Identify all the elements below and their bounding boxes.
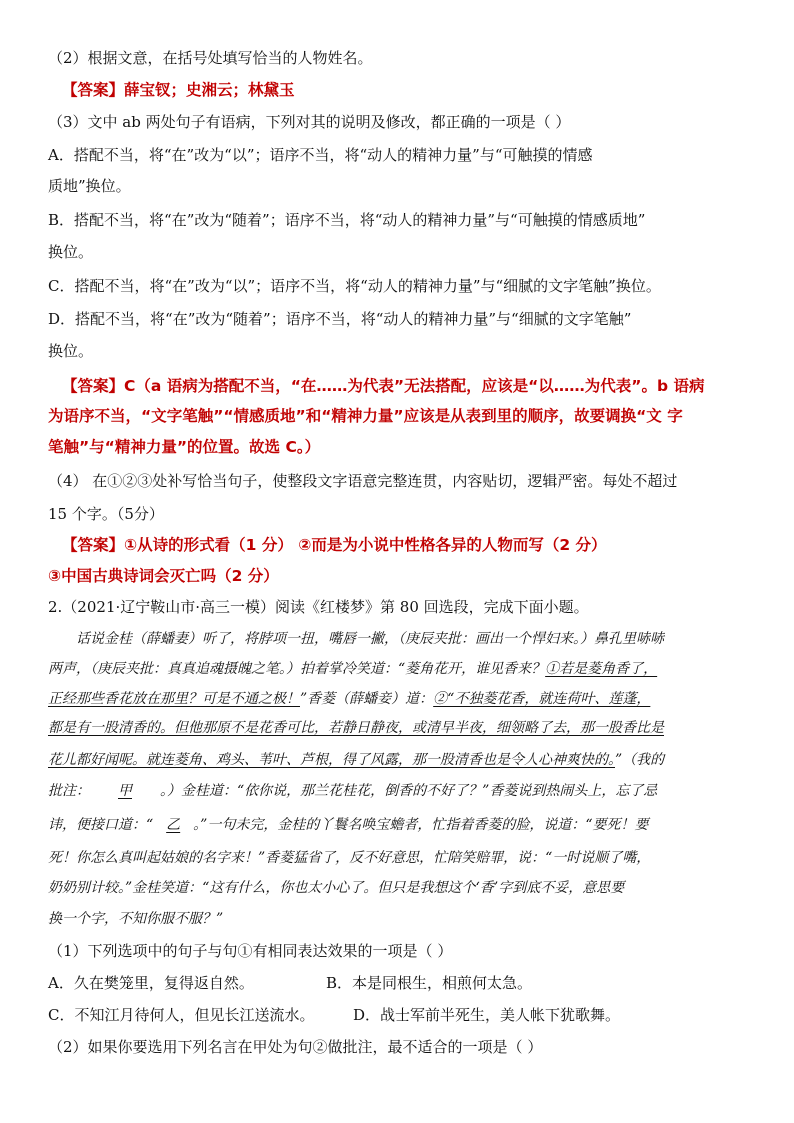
q3-option-d: D．搭配不当，将“在”改为“随着”；语序不当，将“动人的精神力量”与“细腻的文字笔触” [48, 310, 632, 328]
answer-text: 薛宝钗；史湘云；林黛玉 [124, 81, 295, 99]
q2-prompt: （2）根据文意，在括号处填写恰当的人物姓名。 [48, 49, 373, 67]
passage-text: ”香菱（薛蟠妾）道： [300, 691, 434, 707]
passage-text: 讳，便接口道：“ [48, 817, 154, 833]
q2-answer [62, 80, 295, 100]
blank-yi: 乙 [166, 817, 181, 833]
problem-2-header: 2.（2021·辽宁鞍山市·高三一模）阅读《红楼梦》第 80 回选段，完成下面小题。 [48, 598, 589, 616]
q3-option-a: A．搭配不当，将“在”改为“以”；语序不当，将“动人的精神力量”与“可触摸的情感 [48, 146, 593, 164]
q4-answer-line-2: ③中国古典诗词会灭亡吗（2 分） [48, 567, 279, 585]
p2-q1-option-d: D．战士军前半死生，美人帐下犹歌舞。 [353, 1006, 621, 1024]
passage-text: 。”一句未完，金桂的丫鬟名唤宝蟾者，忙指着香菱的脸，说道：“要死！要 [193, 817, 649, 833]
q4-prompt-cont: 15 个字。（5分） [48, 505, 164, 523]
answer-text: C（a 语病为搭配不当，“在……为代表”无法搭配，应该是“以……为代表”。b 语病 [124, 377, 705, 395]
sentence-1-underlined: 正经那些香花放在那里？可是不通之极！ [48, 691, 300, 707]
q4-answer-line-1 [62, 535, 607, 555]
passage-line-5 [48, 750, 664, 770]
passage-text: 批注： [48, 783, 90, 799]
passage-line-1: 话说金桂（薛蟠妻）听了，将脖项一扭，嘴唇一撇，（庚辰夹批：画出一个悍妇来。）鼻孔里哧哧 [76, 631, 664, 647]
q3-option-b-cont: 换位。 [48, 243, 94, 261]
p2-q1-option-a: A．久在樊笼里，复得返自然。 [48, 974, 254, 992]
q3-option-d-cont: 换位。 [48, 342, 94, 360]
passage-text: 。）金桂道：“依你说，那兰花桂花，倒香的不好了？”香菱说到热闹头上，忘了忌 [160, 783, 658, 799]
answer-text: ①从诗的形式看（1 分） ②而是为小说中性格各异的人物而写（2 分） [124, 536, 607, 554]
q3-answer-line-1 [62, 376, 705, 396]
p2-q1-option-b: B．本是同根生，相煎何太急。 [326, 974, 533, 992]
sentence-2-underlined: 花儿都好闻呢。就连菱角、鸡头、苇叶、芦根，得了风露，那一股清香也是令人心神爽快的。 [48, 752, 615, 768]
passage-line-9: 奶奶别计较。”金桂笑道：“这有什么，你也太小心了。但只是我想这个‘香’字到底不妥，意思要 [48, 880, 625, 896]
passage-line-8: 死！你怎么真叫起姑娘的名字来！”香菱猛省了，反不好意思，忙陪笑赔罪，说：“一时说顺了嘴， [48, 850, 651, 866]
passage-line-6 [48, 781, 657, 801]
answer-tag: 【答案】 [62, 81, 125, 99]
q3-option-b: B．搭配不当，将“在”改为“随着”；语序不当，将“动人的精神力量”与“可触摸的情感质地” [48, 211, 646, 229]
passage-line-2 [48, 659, 657, 679]
passage-line-4: 都是有一股清香的。但他那原不是花香可比，若静日静夜，或清早半夜，细领略了去，那一股香比是 [48, 720, 664, 736]
sentence-2-underlined: ②“不独菱花香，就连荷叶、莲蓬， [433, 691, 651, 707]
passage-line-10: 换一个字，不知你服不服？” [48, 911, 224, 927]
blank-jia: 甲 [118, 783, 132, 799]
answer-tag: 【答案】 [62, 536, 125, 554]
passage-line-7 [48, 815, 648, 835]
q3-answer-line-3: 笔触”与“精神力量”的位置。故选 C。） [48, 438, 321, 456]
answer-tag: 【答案】 [62, 377, 125, 395]
passage-text: ”（我的 [615, 752, 665, 768]
q3-prompt: （3）文中 ab 两处句子有语病，下列对其的说明及修改，都正确的一项是（ ） [48, 113, 571, 131]
p2-q1-option-c: C．不知江月待何人，但见长江送流水。 [48, 1006, 315, 1024]
q3-option-a-cont: 质地”换位。 [48, 177, 131, 195]
passage-line-3 [48, 689, 650, 709]
q4-prompt: （4） 在①②③处补写恰当句子，使整段文字语意完整连贯，内容贴切，逻辑严密。每处不超过 [48, 472, 678, 490]
q3-option-c: C．搭配不当，将“在”改为“以”；语序不当，将“动人的精神力量”与“细腻的文字笔触”换位。 [48, 277, 661, 295]
passage-text: 两声，（庚辰夹批：真真追魂摄魄之笔。）拍着掌冷笑道：“菱角花开，谁见香来？ [48, 661, 546, 677]
q3-answer-line-2: 为语序不当，“文字笔触”“情感质地”和“精神力量”应该是从表到里的顺序，故要调换“文 字 [48, 407, 683, 425]
sentence-1-underlined: ①若是菱角香了， [545, 661, 658, 677]
p2-q1-prompt: （1）下列选项中的句子与句①有相同表达效果的一项是（ ） [48, 942, 453, 960]
p2-q2-prompt: （2）如果你要选用下列名言在甲处为句②做批注，最不适合的一项是（ ） [48, 1038, 543, 1056]
